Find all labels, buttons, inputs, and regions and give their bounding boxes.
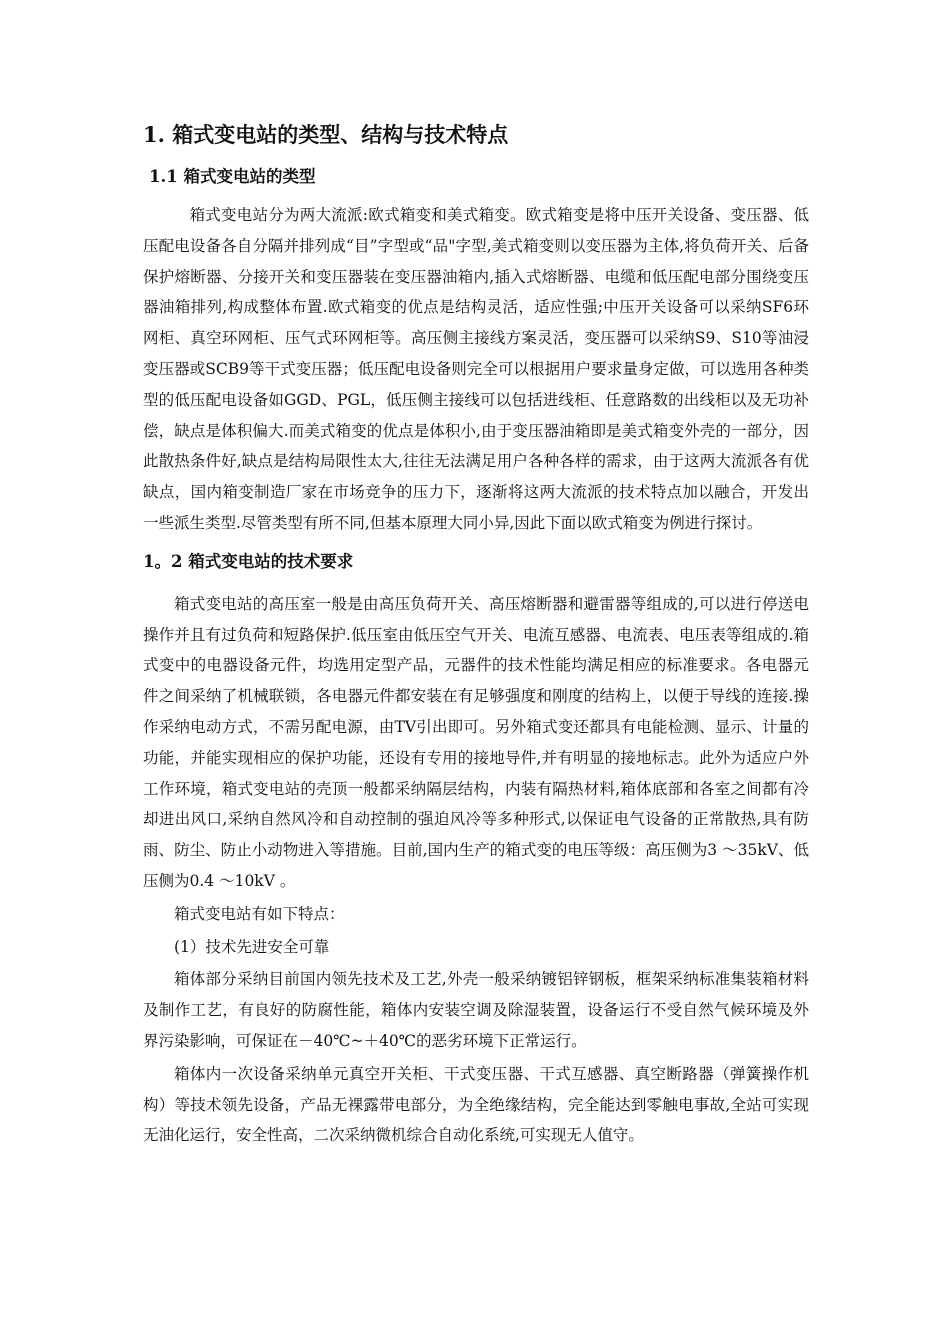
- section-1-2-paragraph-1: 箱式变电站的高压室一般是由高压负荷开关、高压熔断器和避雷器等组成的,可以进行停送电操作并且有过负荷和短路保护.低压室由低压空气开关、电流互感器、电流表、电压表等组成的.箱式变中的电器设备元件，均选用定型产品，元器件的技术性能均满足相应的标准要求。各电器元件之间采纳了机械联锁，各电器元件都安装在有足够强度和刚度的结构上，以便于导线的连接.操作采纳电动方式，不需另配电源，由TV引出即可。另外箱式变还都具有电能检测、显示、计量的功能，并能实现相应的保护功能，还设有专用的接地导件,并有明显的接地标志。此外为适应户外工作环境，箱式变电站的壳顶一般都采纳隔层结构，内装有隔热材料,箱体底部和各室之间都有冷却进出风口,采纳自然风冷和自动控制的强迫风冷等多种形式,以保证电气设备的正常散热,具有防雨、防尘、防止小动物进入等措施。目前,国内生产的箱式变的电压等级：高压侧为3 ～35kV、低压侧为0.4 ～10kV 。: [143, 594, 809, 890]
- chapter-heading: 1. 箱式变电站的类型、结构与技术特点: [143, 122, 509, 147]
- section-1-2-heading: 1。2 箱式变电站的技术要求: [143, 551, 354, 571]
- section-1-1-heading: 1.1 箱式变电站的类型: [149, 167, 316, 186]
- document-page: [143, 118, 809, 1151]
- features-intro: 箱式变电站有如下特点：: [174, 904, 345, 923]
- section-1-2-paragraph-2: 箱体部分采纳目前国内领先技术及工艺,外壳一般采纳镀铝锌钢板，框架采纳标准集装箱材料及制作工艺，有良好的防腐性能，箱体内安装空调及除湿装置，设备运行不受自然气候环境及外界污染影响，可保证在－40℃~＋40℃的恶劣环境下正常运行。: [143, 970, 809, 1050]
- section-1-2-paragraph-3: 箱体内一次设备采纳单元真空开关柜、干式变压器、干式互感器、真空断路器（弹簧操作机构）等技术领先设备，产品无裸露带电部分，为全绝缘结构，完全能达到零触电事故,全站可实现无油化运行，安全性高，二次采纳微机综合自动化系统,可实现无人值守。: [143, 1064, 809, 1145]
- section-1-1-paragraph: 箱式变电站分为两大流派:欧式箱变和美式箱变。欧式箱变是将中压开关设备、变压器、低压配电设备各自分隔并排列成“目”字型或“品"字型,美式箱变则以变压器为主体,将负荷开关、后备保护熔断器、分接开关和变压器装在变压器油箱内,插入式熔断器、电缆和低压配电部分围绕变压器油箱排列,构成整体布置.欧式箱变的优点是结构灵活，适应性强;中压开关设备可以采纳SF6环网柜、真空环网柜、压气式环网柜等。高压侧主接线方案灵活，变压器可以采纳S9、S10等油浸变压器或SCB9等干式变压器；低压配电设备则完全可以根据用户要求量身定做，可以选用各种类型的低压配电设备如GGD、PGL，低压侧主接线可以包括进线柜、任意路数的出线柜以及无功补偿，缺点是体积偏大.而美式箱变的优点是体积小,由于变压器油箱即是美式箱变外壳的一部分，因此散热条件好,缺点是结构局限性太大,往往无法满足用户各种各样的需求，由于这两大流派各有优缺点，国内箱变制造厂家在市场竞争的压力下，逐渐将这两大流派的技术特点加以融合，开发出一些派生类型.尽管类型有所不同,但基本原理大同小异,因此下面以欧式箱变为例进行探讨。: [143, 206, 809, 532]
- feature-heading-1: (1）技术先进安全可靠: [174, 937, 330, 956]
